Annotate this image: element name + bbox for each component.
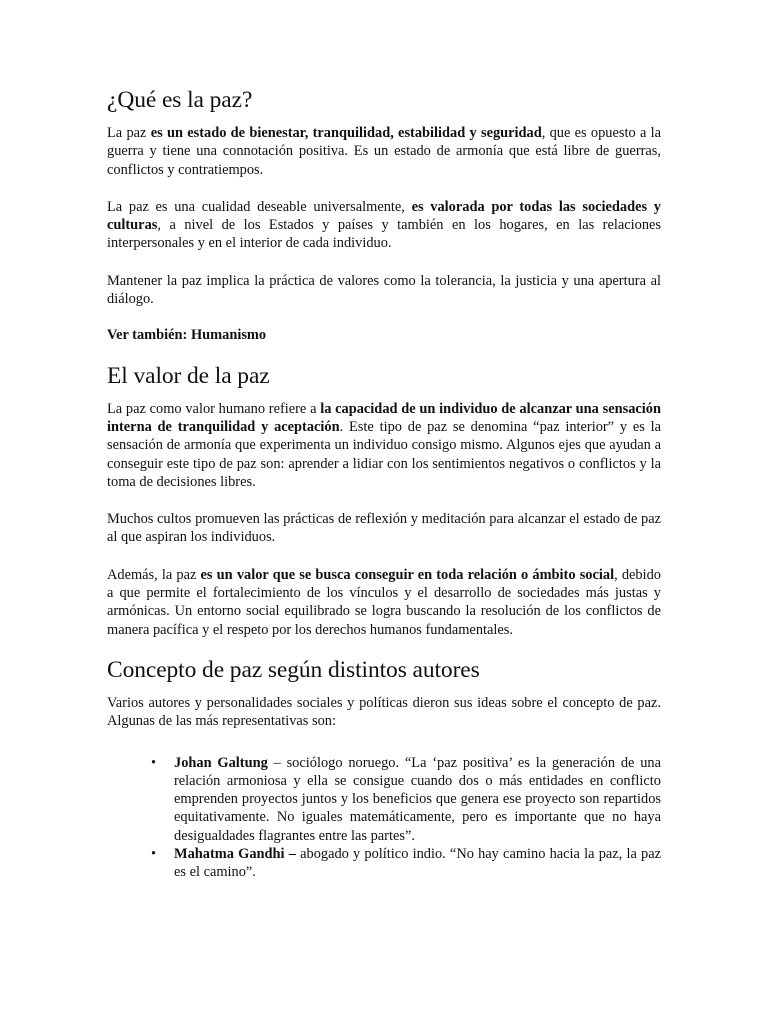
paragraph bbox=[107, 566, 661, 639]
section-heading-el-valor-de-la-paz: El valor de la paz bbox=[107, 362, 270, 389]
text-run: – sociólogo noruego. “La ‘paz positiva’ es la generación de una relación armoniosa y ella se consigue cuando dos o más entidades en conflicto emprenden proyectos juntos y los beneficios que genera ese proyecto son repartidos equitativamente. No iguales matemáticamente, pero es importante que no haya desigualdades flagrantes entre las partes”. bbox=[174, 754, 661, 844]
text-run: Muchos cultos promueven las prácticas de reflexión y meditación para alcanzar el estado de paz al que aspiran los individuos. bbox=[107, 511, 661, 546]
section-heading-que-es-la-paz: ¿Qué es la paz? bbox=[107, 87, 253, 113]
section-heading-concepto-de-paz: Concepto de paz según distintos autores bbox=[107, 656, 480, 683]
text-run: Mantener la paz implica la práctica de valores como la tolerancia, la justicia y una apertura al diálogo. bbox=[107, 272, 661, 308]
paragraph bbox=[107, 510, 661, 547]
text-run: , a nivel de los Estados y países y también en los hogares, en las relaciones interpersonales y en el interior de cada individuo. bbox=[107, 217, 661, 252]
text-run: La paz bbox=[107, 125, 151, 141]
bold-text-run: Mahatma Gandhi – bbox=[174, 846, 296, 863]
list-item bbox=[151, 845, 661, 882]
list-item bbox=[151, 754, 661, 845]
paragraph bbox=[107, 198, 661, 253]
bold-text-run: es valorada por todas las sociedades y culturas bbox=[107, 198, 661, 234]
paragraph bbox=[107, 694, 661, 731]
text-run: abogado y político indio. “No hay camino hacia la paz, la paz es el camino”. bbox=[174, 846, 661, 881]
see-also-line bbox=[107, 326, 661, 344]
bullet-icon: • bbox=[151, 754, 157, 771]
bold-text-run: Ver también: Humanismo bbox=[107, 327, 267, 344]
document-page bbox=[107, 86, 661, 882]
bold-text-run: es un estado de bienestar, tranquilidad, estabilidad y seguridad bbox=[150, 125, 542, 141]
text-run: La paz es una cualidad deseable universalmente, bbox=[107, 198, 412, 215]
bold-text-run: la capacidad de un individuo de alcanzar una sensación interna de tranquilidad y aceptación bbox=[107, 400, 661, 435]
text-run: , que es opuesto a la guerra y tiene una connotación positiva. Es un estado de armonía que está libre de guerras, conflictos y contratiempos. bbox=[107, 125, 661, 178]
bullet-icon: • bbox=[151, 846, 157, 863]
bold-text-run: es un valor que se busca conseguir en toda relación o ámbito social bbox=[200, 566, 615, 583]
text-run: Además, la paz bbox=[107, 566, 201, 583]
paragraph bbox=[107, 124, 661, 179]
list-item-text bbox=[174, 755, 661, 844]
bold-text-run: Johan Galtung bbox=[174, 754, 268, 771]
paragraph bbox=[107, 272, 661, 309]
authors-list bbox=[107, 754, 661, 882]
text-run: La paz como valor humano refiere a bbox=[107, 400, 321, 417]
text-run: , debido a que permite el fortalecimiento de los vínculos y el desarrollo de sociedades más justas y armónicas. Un entorno social equilibrado se logra buscando la resolución de los conflictos de manera pacífica y el respeto por los derechos humanos fundamentales. bbox=[107, 566, 661, 638]
text-run: Varios autores y personalidades sociales y políticas dieron sus ideas sobre el concepto de paz. Algunas de las más representativas son: bbox=[107, 694, 661, 730]
paragraph bbox=[107, 400, 661, 491]
text-run: . Este tipo de paz se denomina “paz interior” y es la sensación de armonía que experimenta un individuo consigo mismo. Algunos ejes que ayudan a conseguir este tipo de paz son: aprender a lidiar con los sentimientos negativos o conflictos y la toma de decisiones libres. bbox=[107, 418, 661, 490]
list-item-text bbox=[174, 846, 661, 880]
